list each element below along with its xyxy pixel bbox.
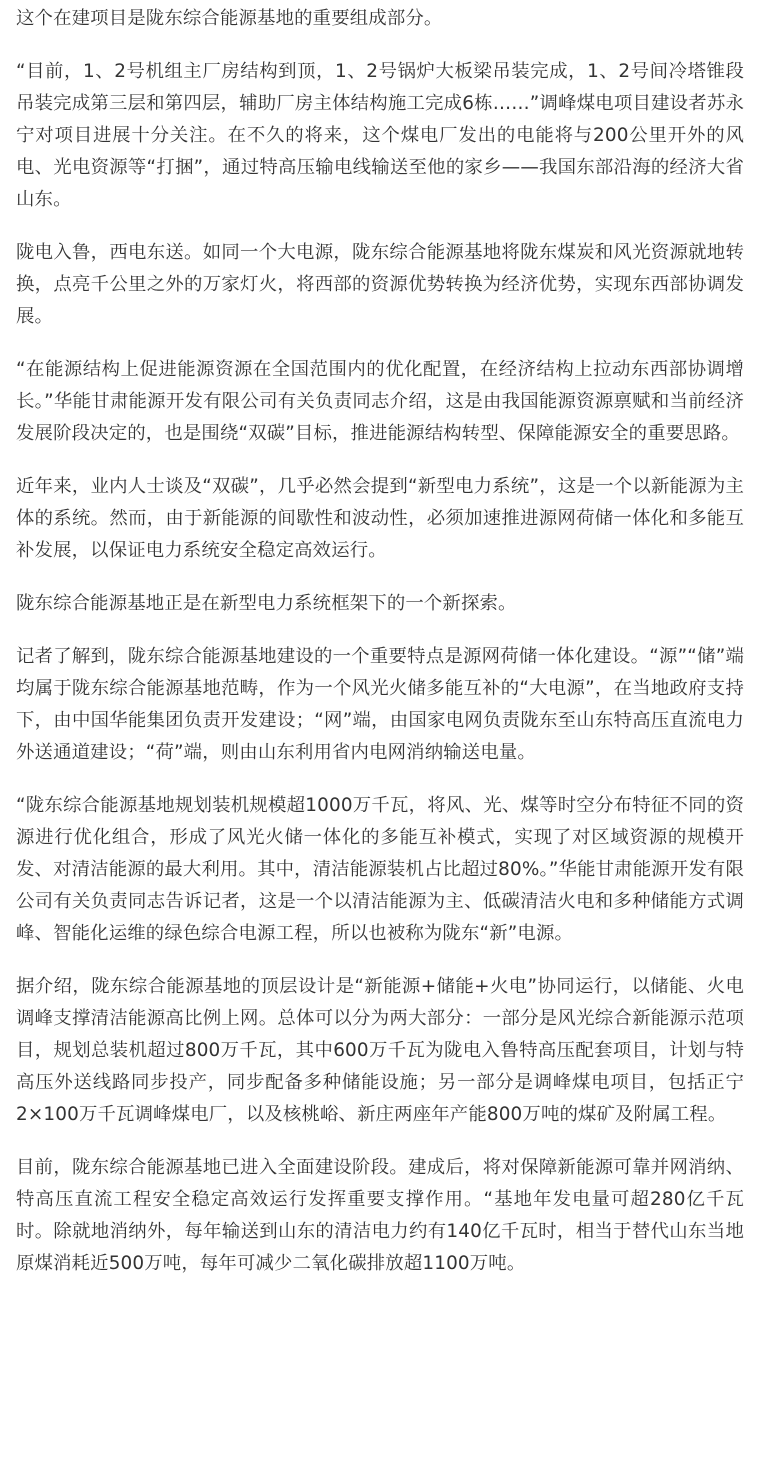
paragraph-capacity-planning: “陇东综合能源基地规划装机规模超1000万千瓦，将风、光、煤等时空分布特征不同的资源进行优化组合，形成了风光火储一体化的多能互补模式，实现了对区域资源的规模开发、对清洁能源的最大利用。其中，清洁能源装机占比超过80%。”华能甘肃能源开发有限公司有关负责同志告诉记者，这是一个以清洁能源为主、低碳清洁火电和多种储能方式调峰、智能化运维的绿色综合电源工程，所以也被称为陇东“新”电源。 <box>16 795 744 944</box>
paragraph-construction-progress: “目前，1、2号机组主厂房结构到顶，1、2号锅炉大板梁吊装完成，1、2号间冷塔锥段吊装完成第三层和第四层，辅助厂房主体结构施工完成6栋……”调峰煤电项目建设者苏永宁对项目进展十分关注。在不久的将来，这个煤电厂发出的电能将与200公里开外的风电、光电资源等“打捆”，通过特高压输电线输送至他的家乡——我国东部沿海的经济大省山东。 <box>16 61 744 210</box>
paragraph-energy-structure: “在能源结构上促进能源资源在全国范围内的优化配置，在经济结构上拉动东西部协调增长。”华能甘肃能源开发有限公司有关负责同志介绍，这是由我国能源资源禀赋和当前经济发展阶段决定的，也是围绕“双碳”目标，推进能源结构转型、保障能源安全的重要思路。 <box>16 359 744 444</box>
paragraph-west-east-power: 陇电入鲁，西电东送。如同一个大电源，陇东综合能源基地将陇东煤炭和风光资源就地转换，点亮千公里之外的万家灯火，将西部的资源优势转换为经济优势，实现东西部协调发展。 <box>16 242 744 327</box>
paragraph-top-level-design: 据介绍，陇东综合能源基地的顶层设计是“新能源+储能+火电”协同运行，以储能、火电调峰支撑清洁能源高比例上网。总体可以分为两大部分：一部分是风光综合新能源示范项目，规划总装机超过800万千瓦，其中600万千瓦为陇电入鲁特高压配套项目，计划与特高压外送线路同步投产，同步配备多种储能设施；另一部分是调峰煤电项目，包括正宁2×100万千瓦调峰煤电厂，以及核桃峪、新庄两座年产能800万吨的煤矿及附属工程。 <box>16 976 744 1125</box>
paragraph-new-exploration: 陇东综合能源基地正是在新型电力系统框架下的一个新探索。 <box>16 593 517 614</box>
paragraph-intro: 这个在建项目是陇东综合能源基地的重要组成部分。 <box>16 8 443 29</box>
paragraph-current-status: 目前，陇东综合能源基地已进入全面建设阶段。建成后，将对保障新能源可靠并网消纳、特高压直流工程安全稳定高效运行发挥重要支撑作用。“基地年发电量可超280亿千瓦时。除就地消纳外，每年输送到山东的清洁电力约有140亿千瓦时，相当于替代山东当地原煤消耗近500万吨，每年可减少二氧化碳排放超1100万吨。 <box>16 1157 744 1274</box>
paragraph-source-grid-load-storage: 记者了解到，陇东综合能源基地建设的一个重要特点是源网荷储一体化建设。“源”“储”端均属于陇东综合能源基地范畴，作为一个风光火储多能互补的“大电源”，在当地政府支持下，由中国华能集团负责开发建设；“网”端，由国家电网负责陇东至山东特高压直流电力外送通道建设；“荷”端，则由山东利用省内电网消纳输送电量。 <box>16 646 744 763</box>
paragraph-new-power-system: 近年来，业内人士谈及“双碳”，几乎必然会提到“新型电力系统”，这是一个以新能源为主体的系统。然而，由于新能源的间歇性和波动性，必须加速推进源网荷储一体化和多能互补发展，以保证电力系统安全稳定高效运行。 <box>16 476 744 561</box>
